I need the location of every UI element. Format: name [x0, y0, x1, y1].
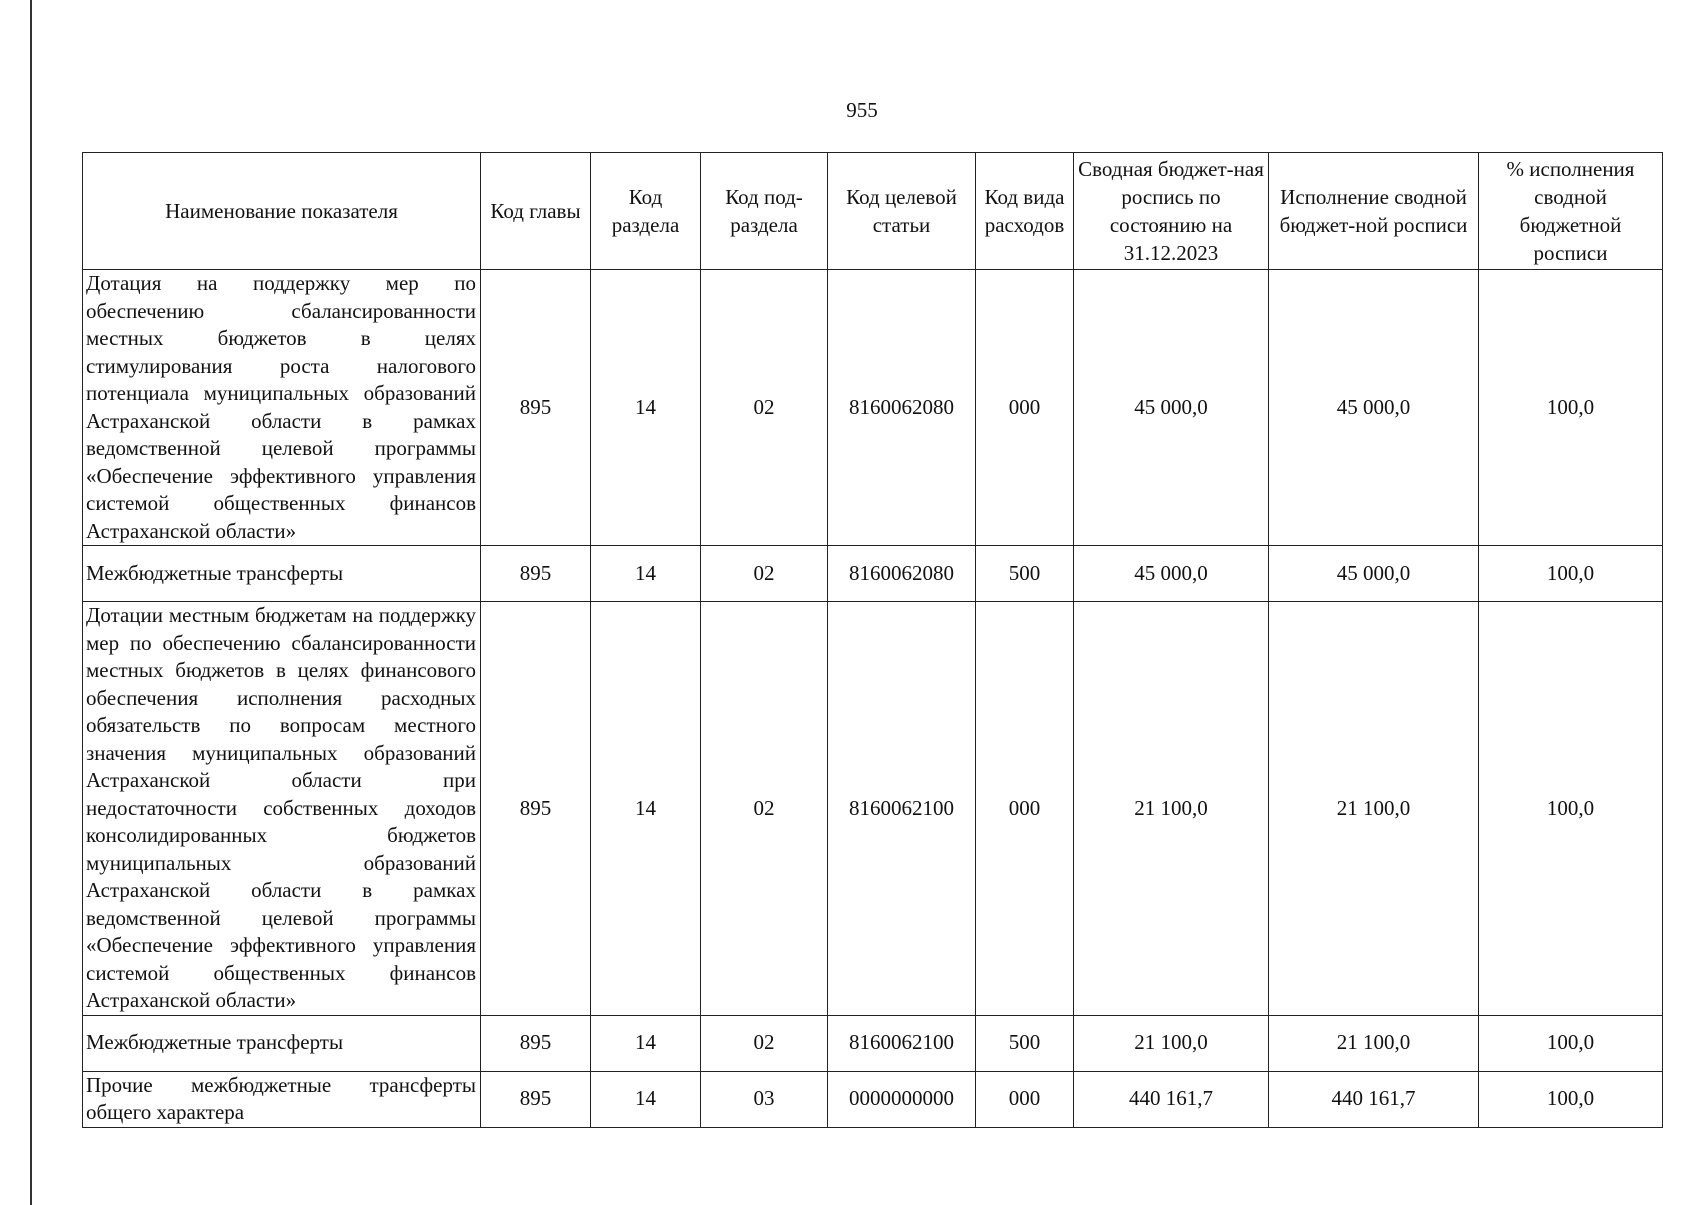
cell-name: Межбюджетные трансферты [83, 546, 481, 602]
cell-subsection-code: 02 [701, 270, 828, 546]
cell-section-code: 14 [591, 1015, 701, 1071]
cell-chapter-code: 895 [481, 1015, 591, 1071]
cell-budget: 21 100,0 [1074, 1015, 1269, 1071]
cell-expense-code: 000 [976, 602, 1074, 1016]
cell-target-code: 8160062100 [828, 602, 976, 1016]
cell-chapter-code: 895 [481, 546, 591, 602]
binding-margin-line [30, 0, 32, 1205]
cell-budget: 45 000,0 [1074, 270, 1269, 546]
cell-section-code: 14 [591, 270, 701, 546]
cell-section-code: 14 [591, 546, 701, 602]
cell-percent: 100,0 [1479, 602, 1663, 1016]
cell-expense-code: 000 [976, 270, 1074, 546]
cell-execution: 45 000,0 [1269, 546, 1479, 602]
header-subsection-code: Код под-раздела [701, 153, 828, 270]
table-row [83, 270, 1663, 546]
cell-execution: 21 100,0 [1269, 602, 1479, 1016]
cell-execution: 21 100,0 [1269, 1015, 1479, 1071]
cell-percent: 100,0 [1479, 1015, 1663, 1071]
cell-budget: 45 000,0 [1074, 546, 1269, 602]
header-name: Наименование показателя [83, 153, 481, 270]
cell-percent: 100,0 [1479, 270, 1663, 546]
cell-subsection-code: 02 [701, 546, 828, 602]
page-number: 955 [846, 98, 878, 122]
header-percent: % исполнения сводной бюджетной росписи [1479, 153, 1663, 270]
cell-name: Прочие межбюджетные трансферты общего характера [83, 1071, 481, 1127]
table-header-row [83, 153, 1663, 270]
table-row [83, 1071, 1663, 1127]
cell-section-code: 14 [591, 602, 701, 1016]
cell-chapter-code: 895 [481, 602, 591, 1016]
budget-execution-table [82, 152, 1663, 1128]
cell-execution: 45 000,0 [1269, 270, 1479, 546]
cell-name: Межбюджетные трансферты [83, 1015, 481, 1071]
cell-subsection-code: 02 [701, 1015, 828, 1071]
header-budget: Сводная бюджет-ная роспись по состоянию на 31.12.2023 [1074, 153, 1269, 270]
cell-execution: 440 161,7 [1269, 1071, 1479, 1127]
cell-percent: 100,0 [1479, 546, 1663, 602]
cell-expense-code: 500 [976, 1015, 1074, 1071]
cell-target-code: 8160062080 [828, 546, 976, 602]
header-target-code: Код целевой статьи [828, 153, 976, 270]
cell-budget: 21 100,0 [1074, 602, 1269, 1016]
cell-name: Дотации местным бюджетам на поддержку мер по обеспечению сбалансированности местных бюджетов в целях финансового обеспечения исполнения расходных обязательств по вопросам местного значения муниципальных образований Астраханской области при недостаточности собственных доходов консолидированных бюджетов муниципальных образований Астраханской области в рамках ведомственной целевой программы «Обеспечение эффективного управления системой общественных финансов Астраханской области» [83, 602, 481, 1016]
cell-subsection-code: 02 [701, 602, 828, 1016]
header-section-code: Код раздела [591, 153, 701, 270]
cell-percent: 100,0 [1479, 1071, 1663, 1127]
header-expense-code: Код вида расходов [976, 153, 1074, 270]
table-row [83, 1015, 1663, 1071]
table-row [83, 546, 1663, 602]
header-chapter-code: Код главы [481, 153, 591, 270]
header-execution: Исполнение сводной бюджет-ной росписи [1269, 153, 1479, 270]
cell-target-code: 8160062100 [828, 1015, 976, 1071]
cell-chapter-code: 895 [481, 270, 591, 546]
cell-expense-code: 500 [976, 546, 1074, 602]
table-row [83, 602, 1663, 1016]
cell-target-code: 8160062080 [828, 270, 976, 546]
cell-target-code: 0000000000 [828, 1071, 976, 1127]
cell-chapter-code: 895 [481, 1071, 591, 1127]
cell-section-code: 14 [591, 1071, 701, 1127]
cell-expense-code: 000 [976, 1071, 1074, 1127]
cell-subsection-code: 03 [701, 1071, 828, 1127]
cell-budget: 440 161,7 [1074, 1071, 1269, 1127]
cell-name: Дотация на поддержку мер по обеспечению сбалансированности местных бюджетов в целях стимулирования роста налогового потенциала муниципальных образований Астраханской области в рамках ведомственной целевой программы «Обеспечение эффективного управления системой общественных финансов Астраханской области» [83, 270, 481, 546]
